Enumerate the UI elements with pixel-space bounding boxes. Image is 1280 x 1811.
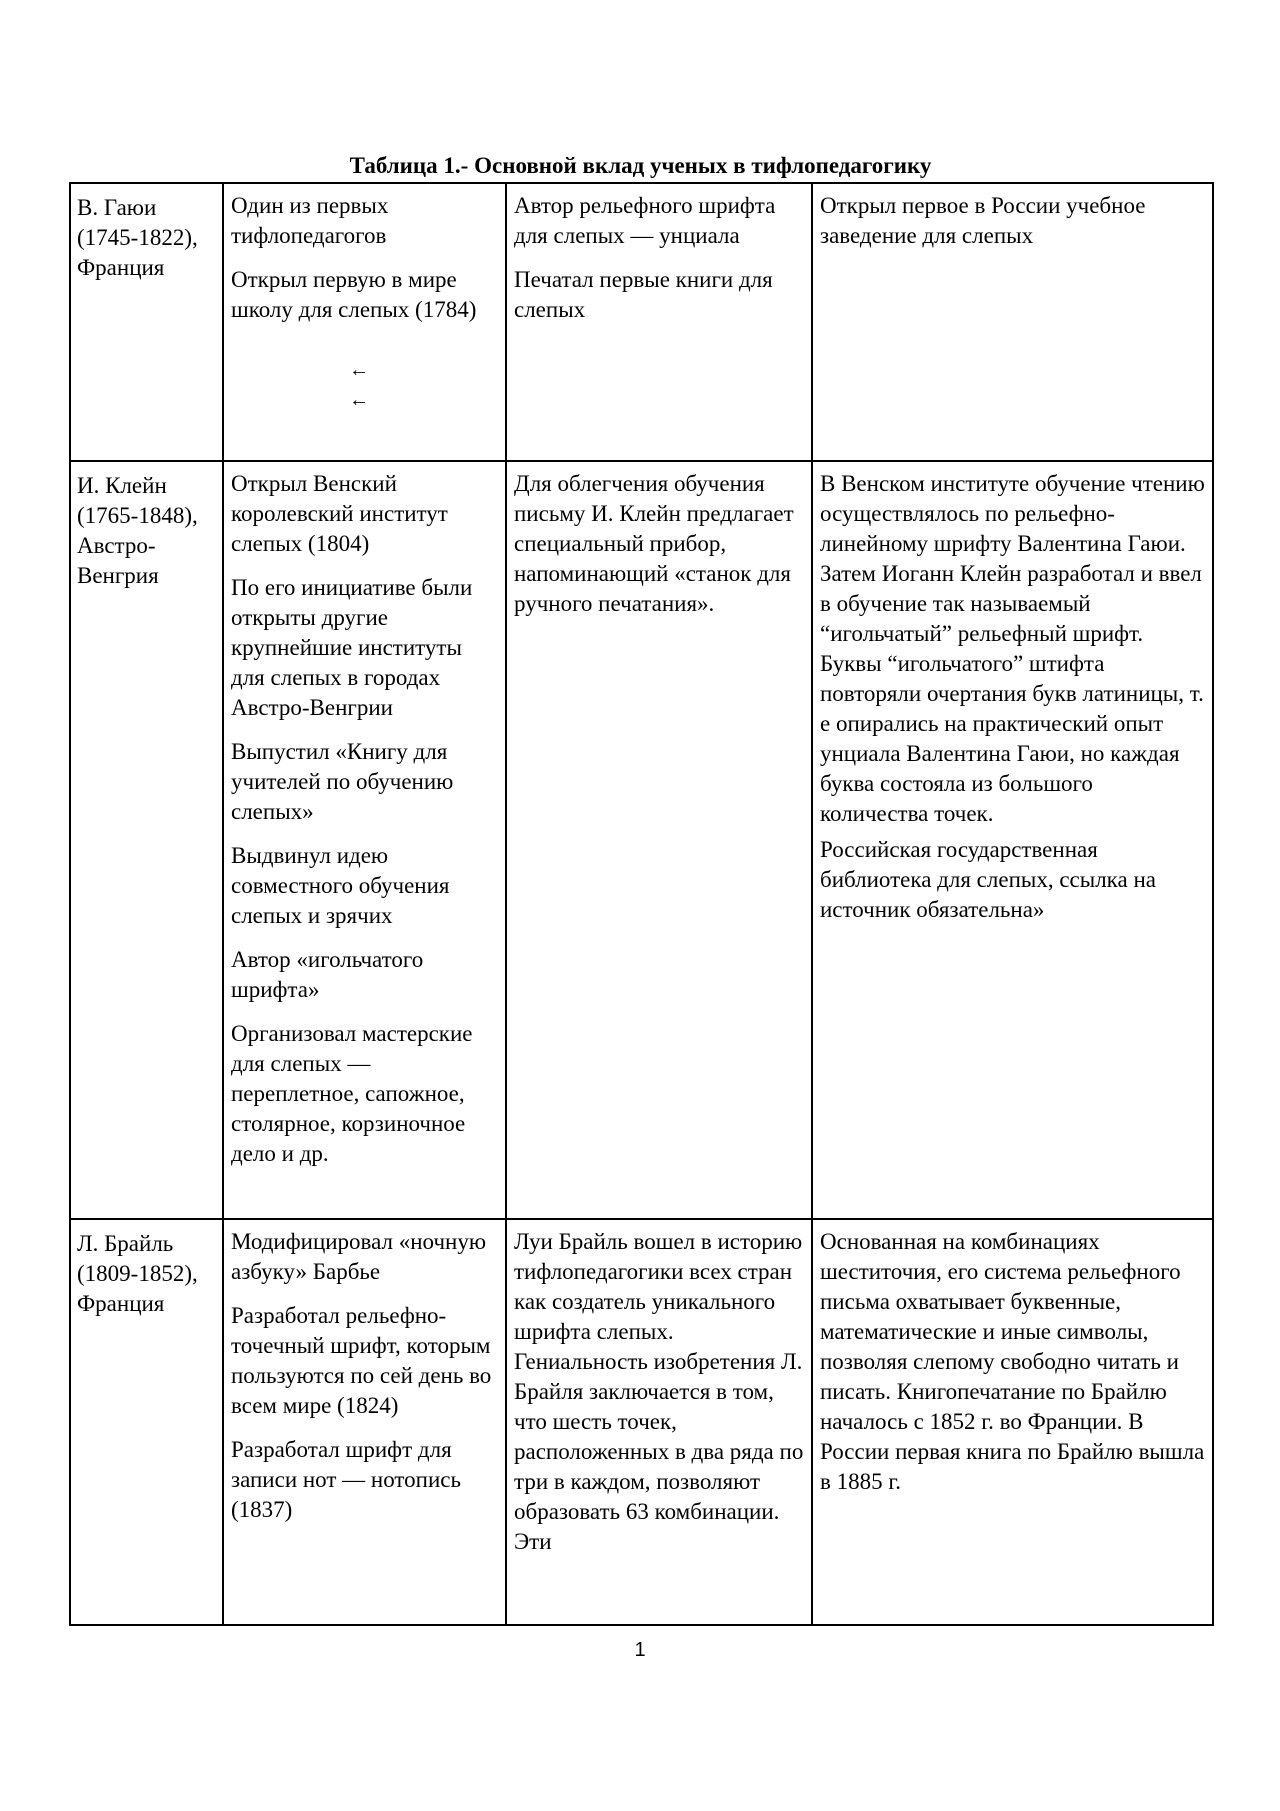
contribution-text: Выдвинул идею совместного обучения слепых и зрячих	[231, 843, 450, 928]
left-arrow-icon: ←	[349, 359, 369, 381]
details-text: Луи Брайль вошел в историю тифлопедагогики всех стран как создатель уникального шрифта слепых. Гениальность изобретения Л. Брайля заключается в том, что шесть точек, расположенных в два ряда по три в каждом, позволяют образовать 63 комбинации. Эти	[514, 1229, 804, 1554]
scientist-years: (1745-1822),	[77, 225, 198, 250]
scientist-years: (1809-1852),	[77, 1261, 198, 1286]
notes-cell	[812, 183, 1213, 461]
page-number: 1	[634, 1639, 646, 1661]
scientist-cell	[70, 183, 223, 461]
notes-text: Открыл первое в России учебное заведение для слепых	[820, 193, 1146, 248]
details-text: Для облегчения обучения письму И. Клейн предлагает специальный прибор, напоминающий «станок для ручного печатания».	[514, 471, 794, 616]
contribution-cell	[223, 1219, 506, 1625]
contribution-cell	[223, 183, 506, 461]
details-cell	[506, 183, 812, 461]
scientist-name: В. Гаюи	[77, 195, 157, 220]
scientist-name: И. Клейн	[77, 473, 167, 498]
table-row	[70, 461, 1213, 1219]
scientist-country: Франция	[77, 255, 165, 280]
scientist-country: Франция	[77, 1291, 165, 1316]
contributions-table	[69, 182, 1214, 1626]
notes-cell	[812, 1219, 1213, 1625]
notes-cell	[812, 461, 1213, 1219]
scientist-cell	[70, 1219, 223, 1625]
contribution-text: Организовал мастерские для слепых — переплетное, сапожное, столярное, корзиночное дело и др.	[231, 1021, 473, 1166]
table-row	[70, 1219, 1213, 1625]
scientist-years: (1765-1848),	[77, 503, 198, 528]
scientist-country: Венгрия	[77, 563, 159, 588]
notes-text: Основанная на комбинациях шеститочия, его система рельефного письма охватывает буквенные, математические и иные символы, позволяя слепому свободно читать и писать. Книгопечатание по Брайлю началось с 1852 г. во Франции. В России первая книга по Брайлю вышла в 1885 г.	[820, 1229, 1205, 1494]
left-arrow-icon: ←	[349, 389, 369, 411]
table-row	[70, 183, 1213, 461]
contribution-text: Модифицировал «ночную азбуку» Барбье	[231, 1229, 487, 1284]
details-text: Автор рельефного шрифта для слепых — унциала	[514, 193, 776, 248]
contribution-text: Автор «игольчатого шрифта»	[231, 947, 424, 1002]
table-title: Таблица 1.- Основной вклад ученых в тифлопедагогику	[349, 153, 932, 178]
details-cell	[506, 1219, 812, 1625]
scientist-cell	[70, 461, 223, 1219]
contribution-text: Открыл первую в мире школу для слепых (1784)	[231, 267, 477, 322]
details-text: Печатал первые книги для слепых	[514, 267, 773, 322]
arrow-marks	[231, 355, 498, 415]
contribution-text: Разработал рельефно-точечный шрифт, которым пользуются по сей день во всем мире (1824)	[231, 1303, 492, 1418]
contribution-text: Разработал шрифт для записи нот — нотопись (1837)	[231, 1437, 461, 1522]
scientist-country: Австро-	[77, 533, 156, 558]
details-cell	[506, 461, 812, 1219]
notes-text: В Венском институте обучение чтению осуществлялось по рельефно-линейному шрифту Валентина Гаюи. Затем Иоганн Клейн разработал и ввел в обучение так называемый “игольчатый” рельефный шрифт. Буквы “игольчатого” штифта повторяли очертания букв латиницы, т. е опирались на практический опыт унциала Валентина Гаюи, но каждая буква состояла из большого количества точек.	[820, 471, 1205, 826]
contribution-text: Один из первых тифлопедагогов	[231, 193, 389, 248]
notes-text: Российская государственная библиотека для слепых, ссылка на источник обязательна»	[820, 837, 1156, 922]
contribution-cell	[223, 461, 506, 1219]
contribution-text: Открыл Венский королевский институт слепых (1804)	[231, 471, 448, 556]
scientist-name: Л. Брайль	[77, 1231, 174, 1256]
contribution-text: Выпустил «Книгу для учителей по обучению слепых»	[231, 739, 454, 824]
contribution-text: По его инициативе были открыты другие крупнейшие институты для слепых в городах Австро-Венгрии	[231, 575, 473, 720]
